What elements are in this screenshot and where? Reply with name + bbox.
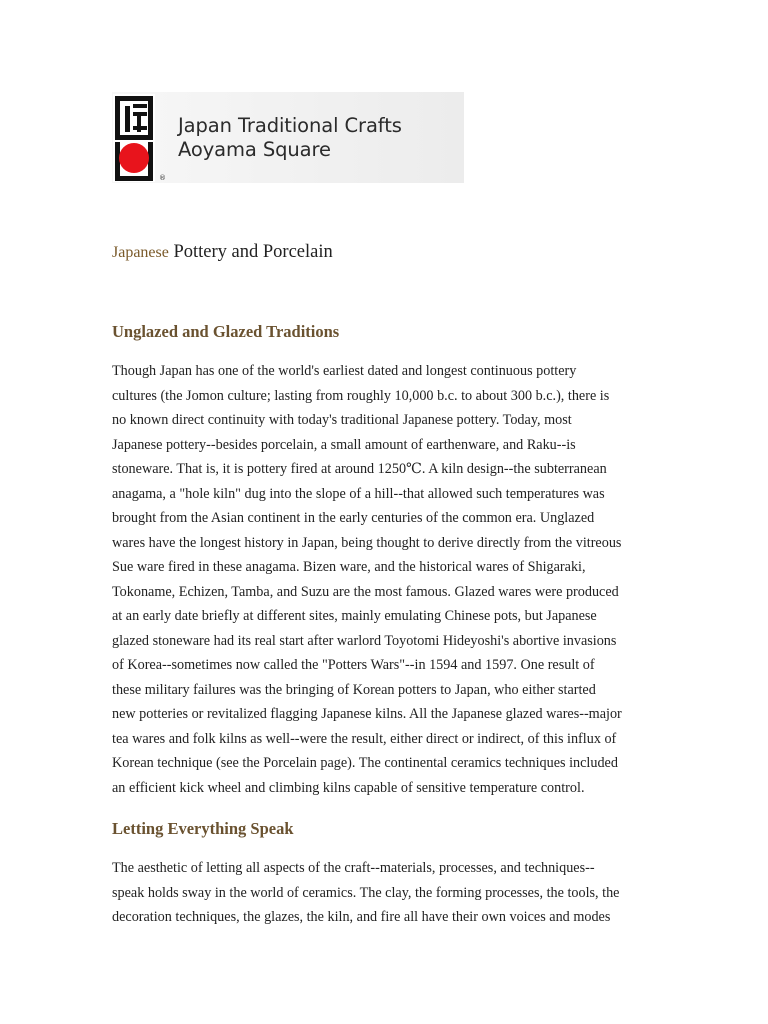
paragraph-line: stoneware. That is, it is pottery fired at around 1250℃. A kiln design--the subterranean [112,461,607,477]
logo-line-1: Japan Traditional Crafts [178,114,402,137]
paragraph-line: at an early date briefly at different sites, mainly emulating Chinese pots, but Japanese [112,608,597,624]
section-body-unglazed [112,359,660,800]
paragraph-line: cultures (the Jomon culture; lasting from roughly 10,000 b.c. to about 300 b.c.), there is [112,387,610,404]
paragraph-line: of Korea--sometimes now called the "Potters Wars"--in 1594 and 1597. One result of [112,657,595,673]
registered-mark: ® [159,174,166,182]
paragraph-line: Sue ware fired in these anagama. Bizen ware, and the historical wares of Shigaraki, [112,559,586,575]
paragraph-line: Though Japan has one of the world's earliest dated and longest continuous pottery [112,363,577,379]
paragraph-line: Japanese pottery--besides porcelain, a small amount of earthenware, and Raku--is [112,436,576,453]
title-prefix: Japanese [112,244,169,261]
paragraph-line: tea wares and folk kilns as well--were the result, either direct or indirect, of this influx of [112,730,617,747]
section-heading-unglazed: Unglazed and Glazed Traditions [112,322,340,341]
paragraph-line: Korean technique (see the Porcelain page). The continental ceramics techniques included [112,755,618,771]
paragraph-line: brought from the Asian continent in the early centuries of the common era. Unglazed [112,510,595,526]
paragraph-line: wares have the longest history in Japan, being thought to derive directly from the vitreous [112,534,622,551]
section-body-letting [112,856,660,930]
logo-text [178,114,402,162]
paragraph-line: The aesthetic of letting all aspects of the craft--materials, processes, and techniques-- [112,860,595,876]
logo-line-2: Aoyama Square [178,138,331,161]
paragraph-line: glazed stoneware had its real start after warlord Toyotomi Hideyoshi's abortive invasions [112,632,617,649]
paragraph-line: no known direct continuity with today's traditional Japanese pottery. Today, most [112,412,572,428]
paragraph-line: new potteries or revitalized flagging Japanese kilns. All the Japanese glazed wares--major [112,706,622,722]
section-heading-letting: Letting Everything Speak [112,819,294,838]
title-main: Pottery and Porcelain [168,242,333,262]
paragraph-line: anagama, a "hole kiln" dug into the slope of a hill--that allowed such temperatures was [112,485,605,502]
paragraph-line: an efficient kick wheel and climbing kilns capable of sensitive temperature control. [112,779,585,796]
page-title [112,240,333,265]
paragraph-line: speak holds sway in the world of ceramics. The clay, the forming processes, the tools, the [112,884,620,901]
paragraph-line: decoration techniques, the glazes, the kiln, and fire all have their own voices and modes [112,909,611,925]
logo-banner [112,92,464,183]
paragraph-line: Tokoname, Echizen, Tamba, and Suzu are the most famous. Glazed wares were produced [112,583,619,600]
logo-icon [113,94,165,182]
paragraph-line: these military failures was the bringing of Korean potters to Japan, who either started [112,681,596,698]
